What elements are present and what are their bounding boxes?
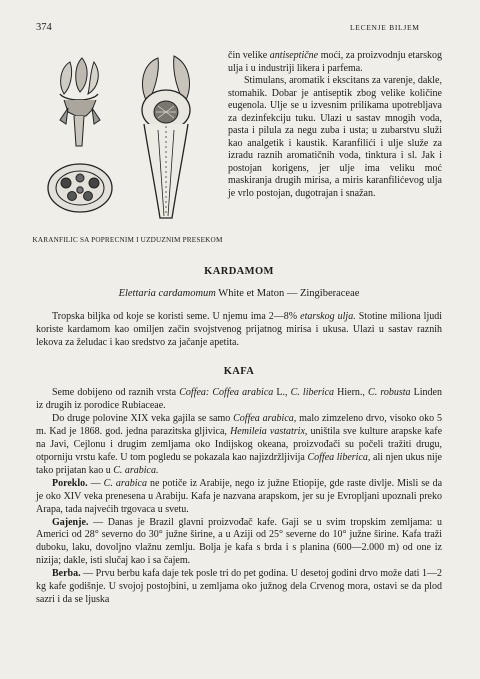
subsection-label: Berba.: [52, 568, 81, 580]
italic-term: Coffea arabica: [233, 413, 294, 425]
section-heading-kardamom: KARDAMOM: [204, 266, 274, 277]
text-run: Stotine miliona ljudi koriste kardamom kao omiljen začin svojstvenog prijatnog mirisa i ukusa. Ulazi u sastav raznih lekova za želudac i kao sredstvo za jačanje apetita.: [36, 310, 442, 348]
text-run: moći, za proizvodnju etarskog ulja i u industriji likera i parfema.: [228, 50, 442, 74]
text-run: Do druge polovine XIX veka gajila se samo: [52, 413, 234, 425]
kafa-paragraph-2: [36, 413, 442, 478]
karanfilic-paragraph-1: [228, 50, 442, 75]
text-run: — Danas je Brazil glavni proizvođač kafe. Gaji se u svim tropskim zemljama: u Americi od 28° severno do 30° južne širine, a u Aziji od 25° severne do 10° južne širine. Kafa traži duboku, laku, dovoljno vlažnu zemlju. Bolja je kafa s brda i s planina (600—2.000 m) od one iz nizija; dakle, isti slučaj kao i sa čajem.: [36, 516, 442, 567]
italic-term: Hemileia vastatrix: [230, 426, 305, 438]
page-header: [0, 22, 480, 36]
italic-term: C. arabica.: [113, 464, 159, 476]
kafa-paragraph-1: [36, 387, 442, 413]
text-run: — Prvu berbu kafa daje tek posle tri do pet godina. U desetoj godini drvo može dati 1—2 kg kafe godišnje. U svojoj postojbini, u zemljama oko južnog dela Crvenog mora, ostavi se da plod sazri i da se ljuska: [36, 568, 442, 605]
kardamom-paragraph: [36, 311, 442, 350]
text-run: L.,: [273, 387, 291, 399]
italic-term: C. arabica: [103, 477, 147, 489]
clove-drawing: [30, 50, 225, 235]
longitudinal-section: [142, 56, 190, 218]
text-run: —: [87, 477, 104, 489]
text-run: , ali njen ukus nije tako prijatan kao u: [36, 451, 442, 476]
main-text: [36, 266, 442, 607]
subsection-label: Gajenje.: [52, 516, 89, 528]
text-run: ne potiče iz Arabije, nego iz južne Etiopije, gde raste divlje. Misli se da je oko XIV veka prenesena u Arabiju. Kafa je nazvana arapskom, jer su je Evropljani upoznali preko Arapa, tada najvećih trgovaca u svetu.: [36, 477, 443, 515]
text-run: Linden iz drugih iz porodice Rubiaceae.: [36, 387, 442, 412]
subsection-label: Poreklo.: [52, 477, 88, 489]
text-run: čin velike: [228, 50, 270, 61]
italic-term: C. robusta: [368, 387, 411, 399]
scientific-name: [36, 288, 442, 301]
italic-term: C. liberica: [290, 387, 335, 399]
text-run: Seme dobijeno od raznih vrsta: [52, 387, 180, 399]
page-number: 374: [36, 22, 52, 33]
text-run: Hiern.,: [334, 387, 369, 399]
clove-flower: [60, 58, 100, 146]
italic-term: Coffea: Coffea arabica: [179, 387, 274, 399]
text-run: , uništila sve kulture arapske kafe na Javi, Cejlonu i drugim zemljama oko Indijskog okeana, proizvođači su počeli tražiti drugu, otporniju vrstu kafe. U tom pogledu se pokazala kao najizdržljivija: [36, 426, 443, 463]
italic-term: etarskog ulja.: [300, 310, 356, 322]
running-title: LECENJE BILJEM: [350, 23, 420, 32]
kafa-poreklo-paragraph: [36, 478, 442, 517]
clove-illustration: [30, 50, 225, 260]
text-run: Tropska biljka od koje se koristi seme. U njemu ima 2—8%: [52, 310, 301, 322]
figure-caption: KARANFILIC SA POPRECNIM I UZDUZNIM PRESEKOM: [32, 236, 223, 244]
section-heading-kafa: KAFA: [223, 365, 255, 377]
authority: White et Maton — Zingiberaceae: [215, 287, 360, 299]
italic-term: antiseptične: [269, 50, 319, 61]
italic-term: Coffea liberica: [307, 451, 368, 463]
karanfilic-column: [228, 50, 442, 201]
kafa-gajenje-paragraph: [36, 517, 442, 569]
text-run: , malo zimzeleno drvo, visoko oko 5 m. Kad je 1868. god. jedna parazitska gljivica,: [36, 413, 442, 438]
latin-name: Elettaria cardamomum: [118, 287, 216, 299]
karanfilic-paragraph-2: Stimulans, aromatik i ekscitans za varenje, dakle, stomahik. Dobar je antiseptik zbog velike količine eugenola. Ulje se u izvesnim prilikama upotrebljava za dezinfekciju tuku. Ulazi u sastav mnogih voda, pasta i pilula za negu zuba i usta; u zubarstvu služi kao analgetik i kaustik. Karanfilići i ulje služe za izradu raznih aromatičnih voda, tinktura i sl. Jak i postojan korigens, jer ulje ima veliku moć maskiranja drugih mirisa, a miris karanfilićevog ulja je vrlo postojan, dugotrajan i snažan.: [228, 75, 442, 200]
cross-section: [48, 164, 112, 212]
kafa-berba-paragraph: [36, 568, 442, 607]
